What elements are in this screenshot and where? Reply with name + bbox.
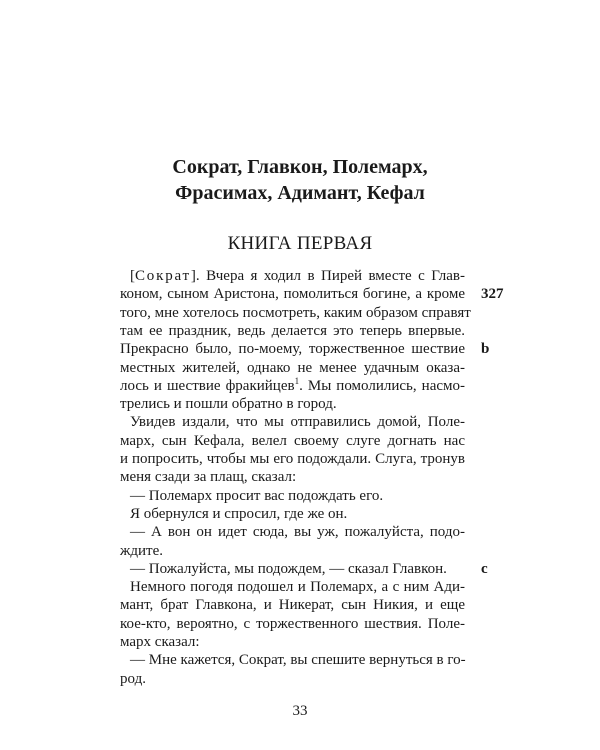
text-line-15: — А вон он идет сюда, вы уж, пожалуйста, подо-	[130, 524, 465, 541]
text-line-1: [Сократ]. Вчера я ходил в Пирей вместе с Глав-	[130, 268, 465, 284]
text-line-19: мант, брат Главкона, и Никерат, сын Никия, и еще	[120, 597, 465, 614]
text-line-18: Немного погодя подошел и Полемарх, а с ним Ади-	[130, 579, 465, 596]
text-line-8: трелись и пошли обратно в город.	[120, 396, 337, 413]
book-title: КНИГА ПЕРВАЯ	[227, 233, 373, 254]
text-line-22: — Мне кажется, Сократ, вы спешите вернуться в го-	[130, 652, 466, 669]
text-line-20: кое-кто, вероятно, с торжественного шествия. Поле-	[120, 615, 465, 632]
page-number: 33	[292, 703, 308, 719]
characters-line-1: Сократ, Главкон, Полемарх,	[172, 156, 428, 178]
stephanus-number: 327	[481, 286, 504, 303]
margin-mark-c: c	[481, 560, 488, 577]
text-line-4: там ее праздник, ведь делается это теперь впервые.	[120, 322, 465, 339]
characters-line-2: Фрасимах, Адимант, Кефал	[175, 182, 425, 204]
text-line-12: меня сзади за плащ, сказал:	[120, 469, 297, 486]
text-line-11: и попросить, чтобы мы его подождали. Слуга, тронув	[120, 451, 465, 467]
text-line-21: марх сказал:	[120, 634, 200, 650]
text-line-7: лось и шествие фракийцев$^1$. Мы помолились, насмо-	[120, 375, 465, 394]
footnote-ref[interactable]: 1	[294, 375, 300, 386]
text-line-2: коном, сыном Аристона, помолиться богине, а кроме	[120, 286, 465, 303]
text-line-3: того, мне хотелось посмотреть, каким образом справят	[120, 304, 471, 321]
speaker-name: Сократ	[135, 268, 191, 284]
text-line-23: род.	[120, 670, 146, 687]
text-line-13: — Полемарх просит вас подождать его.	[130, 487, 384, 504]
margin-mark-b: b	[481, 341, 490, 358]
text-line-5: Прекрасно было, по-моему, торжественное шествие	[120, 341, 465, 358]
text-line-6: местных жителей, однако не менее удачным оказа-	[120, 359, 465, 376]
text-line-9: Увидев издали, что мы отправились домой, Поле-	[130, 414, 465, 431]
text-line-17: — Пожалуйста, мы подождем, — сказал Главкон.	[130, 560, 447, 577]
dialogue-characters	[100, 154, 500, 206]
text-line-16: ждите.	[120, 542, 163, 559]
text-line-14: Я обернулся и спросил, где же он.	[130, 505, 348, 522]
text-line-10: марх, сын Кефала, велел своему слуге догнать нас	[120, 432, 465, 449]
